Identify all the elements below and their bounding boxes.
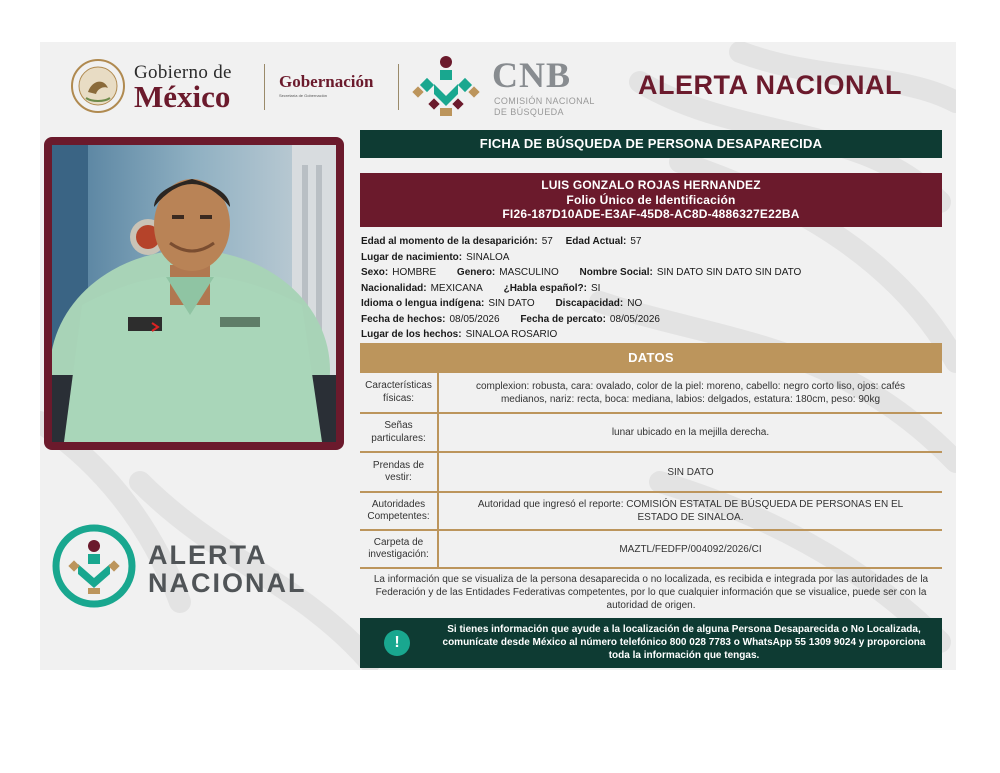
table-row: [360, 373, 942, 414]
mexico-seal-icon: [70, 58, 126, 114]
fecha-percato-label: Fecha de percato:: [520, 313, 606, 325]
habla-espanol-label: ¿Habla español?:: [503, 282, 587, 294]
row-label: Prendas de vestir:: [360, 453, 439, 491]
cnb-name: CNB: [492, 55, 572, 95]
edad-actual-label: Edad Actual:: [565, 236, 627, 247]
datos-heading: DATOS: [360, 343, 942, 373]
alert-icon: !: [384, 630, 410, 656]
table-row: [360, 453, 942, 493]
info-row: [361, 296, 941, 312]
alerta-logo-text-line1: ALERTA: [148, 540, 268, 570]
mexico-text: México: [134, 79, 231, 114]
edad-desaparicion-value: 57: [541, 236, 553, 247]
habla-espanol-value: SI: [590, 282, 601, 294]
gobernacion-subtitle: Secretaría de Gobernación: [279, 93, 328, 98]
cnb-logo-icon: [410, 50, 482, 122]
genero-value: MASCULINO: [499, 267, 559, 278]
folio-label: Folio Único de Identificación: [566, 192, 736, 207]
row-value: Autoridad que ingresó el reporte: COMISIÓN ESTATAL DE BÚSQUEDA DE PERSONAS EN EL ESTADO DE SINALOA.: [477, 499, 904, 523]
sexo-value: HOMBRE: [392, 267, 437, 278]
alerta-logo-text-line2: NACIONAL: [148, 568, 307, 598]
idioma-label: Idioma o lengua indígena:: [361, 298, 485, 309]
fecha-hechos-value: 08/05/2026: [449, 313, 500, 325]
row-label: Autoridades Competentes:: [360, 493, 439, 529]
gobernacion-logo-text: Gobernación: [279, 72, 374, 91]
lugar-nacimiento-value: SINALOA: [466, 251, 510, 263]
info-row: [361, 265, 941, 281]
idioma-value: SIN DATO: [488, 298, 535, 309]
ficha-heading: FICHA DE BÚSQUEDA DE PERSONA DESAPARECIDA: [360, 130, 942, 158]
genero-label: Genero:: [456, 267, 496, 278]
row-value: complexion: robusta, cara: ovalado, color de la piel: moreno, cabello: negro corto liso, ojos: cafés medianos, nariz: recta, boca: mediana, labios: delgados, estatura: 180cm, peso: 90kg: [475, 380, 906, 405]
lugar-hechos-value: SINALOA ROSARIO: [465, 329, 558, 340]
edad-actual-value: 57: [630, 236, 642, 247]
fecha-percato-value: 08/05/2026: [609, 313, 660, 325]
contact-banner: [360, 618, 942, 668]
cnb-subtitle: COMISIÓN NACIONAL DE BÚSQUEDA: [494, 96, 595, 117]
row-label: Características físicas:: [360, 373, 439, 412]
page-title: ALERTA NACIONAL: [638, 70, 902, 100]
table-row: [360, 493, 942, 531]
person-name: LUIS GONZALO ROJAS HERNANDEZ: [541, 178, 761, 192]
datos-table: [360, 373, 942, 569]
row-label: Señas particulares:: [360, 414, 439, 451]
person-info: [361, 234, 941, 343]
gobierno-de-text: Gobierno de: [134, 62, 232, 83]
alerta-nacional-logo-icon: [52, 524, 136, 608]
lugar-nacimiento-label: Lugar de nacimiento:: [361, 251, 463, 263]
header-divider: [264, 64, 265, 110]
contact-text: Si tienes información que ayude a la localización de alguna Persona Desaparecida o No Localizada, comunícate desde México al número telefónico 800 028 7783 o WhatsApp 55 1309 9024 y proporciona toda la información que tengas.: [442, 624, 926, 661]
info-row: [361, 234, 941, 250]
discapacidad-label: Discapacidad:: [555, 298, 624, 309]
person-identity-box: [360, 173, 942, 227]
nacionalidad-label: Nacionalidad:: [361, 282, 427, 294]
row-value: SIN DATO: [667, 466, 714, 478]
info-row: [361, 250, 941, 266]
table-row: [360, 414, 942, 453]
fecha-hechos-label: Fecha de hechos:: [361, 313, 446, 325]
info-row: [361, 327, 941, 343]
sexo-label: Sexo:: [361, 267, 389, 278]
folio-id: FI26-187D10ADE-E3AF-45D8-AC8D-4886327E22BA: [502, 207, 800, 221]
person-photo-illustration: [52, 145, 336, 442]
disclaimer-text: La información que se visualiza de la persona desaparecida o no localizada, es recibida e integrada por las autoridades de la Federación y de las Entidades Federativas competentes, por lo que cualquier información que se visualice, puede ser con la autoridad de origen.: [373, 574, 929, 611]
row-value: lunar ubicado en la mejilla derecha.: [611, 427, 770, 438]
discapacidad-value: NO: [627, 298, 643, 309]
info-row: [361, 281, 941, 297]
row-label: Carpeta de investigación:: [360, 531, 439, 567]
row-value: MAZTL/FEDFP/004092/2026/CI: [619, 543, 762, 555]
missing-person-photo: [52, 145, 336, 442]
lugar-hechos-label: Lugar de los hechos:: [361, 329, 462, 340]
table-row: [360, 531, 942, 569]
nombre-social-label: Nombre Social:: [579, 267, 653, 278]
alert-sheet: [40, 42, 956, 670]
header-divider: [398, 64, 399, 110]
nombre-social-value: SIN DATO SIN DATO SIN DATO: [656, 267, 802, 278]
info-row: [361, 312, 941, 328]
nacionalidad-value: MEXICANA: [430, 282, 483, 294]
edad-desaparicion-label: Edad al momento de la desaparición:: [361, 236, 538, 247]
